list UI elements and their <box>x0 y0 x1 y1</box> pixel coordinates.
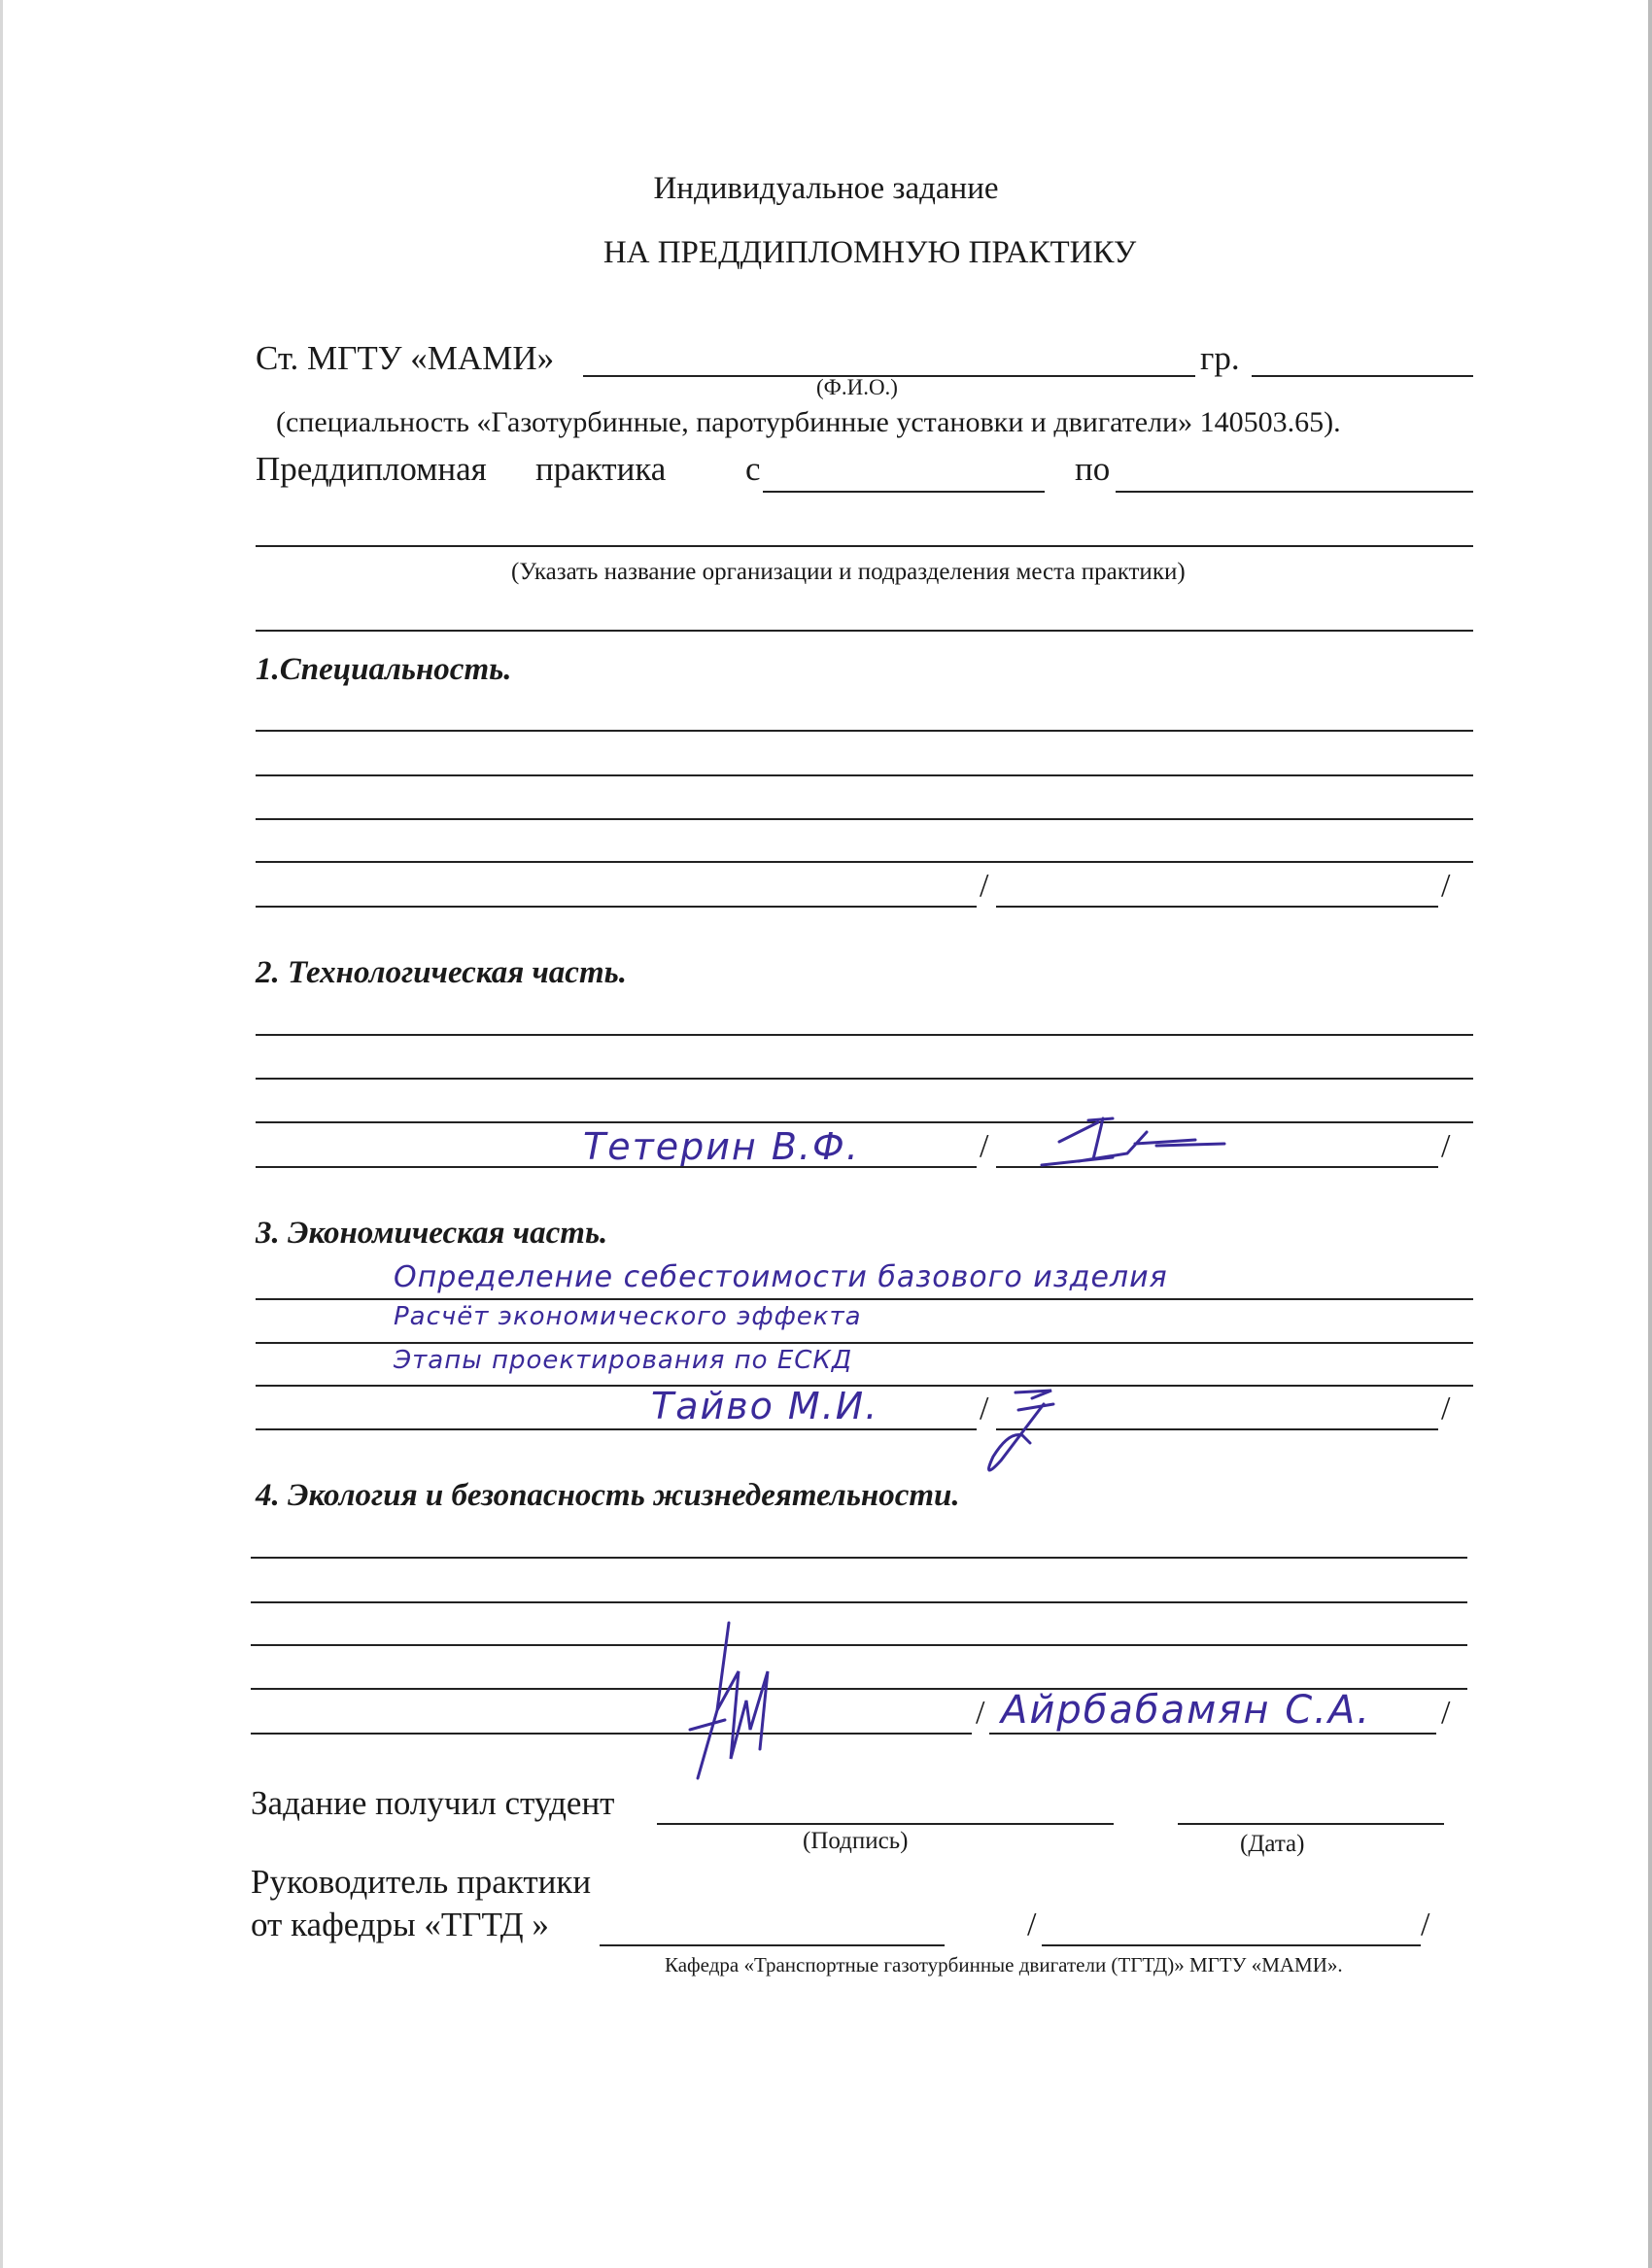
section-3-slash: / <box>980 1391 989 1426</box>
supervisor-slash: / <box>1027 1907 1037 1942</box>
section-1-name-field[interactable] <box>256 906 977 908</box>
section-4-signature <box>671 1613 807 1798</box>
section-4-slash: / <box>976 1695 985 1731</box>
section-3-title: 3. Экономическая часть. <box>256 1216 608 1251</box>
fio-hint: (Ф.И.О.) <box>816 375 898 399</box>
student-signature-field[interactable] <box>657 1823 1114 1825</box>
section-3-handwritten-name: Тайво М.И. <box>651 1385 879 1427</box>
section-1-line[interactable] <box>256 818 1473 820</box>
section-4-handwritten-name: Айрбабамян С.А. <box>1001 1688 1371 1733</box>
section-1-line[interactable] <box>256 861 1473 863</box>
section-3-line[interactable] <box>256 1342 1473 1344</box>
section-1-signature-field[interactable] <box>996 906 1438 908</box>
section-2-line[interactable] <box>256 1034 1473 1036</box>
section-2-line[interactable] <box>256 1078 1473 1080</box>
section-4-signature-field[interactable] <box>989 1733 1436 1735</box>
section-1-title: 1.Специальность. <box>256 652 512 687</box>
supervisor-label-2: от кафедры «ТГТД » <box>251 1906 549 1943</box>
section-4-title: 4. Экология и безопасность жизнедеятельности. <box>256 1478 960 1513</box>
section-3-signature <box>962 1375 1079 1482</box>
supervisor-signature-field[interactable] <box>600 1944 945 1946</box>
section-1-slash-end: / <box>1441 868 1451 904</box>
org-field-2[interactable] <box>256 630 1473 632</box>
supervisor-slash-end: / <box>1421 1907 1430 1942</box>
student-date-field[interactable] <box>1178 1823 1444 1825</box>
section-4-name-field[interactable] <box>251 1733 972 1735</box>
group-label: гр. <box>1200 339 1240 377</box>
section-4-line[interactable] <box>251 1644 1467 1646</box>
section-3-handwritten-line-2: Расчёт экономического эффекта <box>394 1302 862 1331</box>
speciality-text: (специальность «Газотурбинные, паротурбинные установки и двигатели» 140503.65). <box>276 406 1341 438</box>
section-4-line[interactable] <box>251 1601 1467 1603</box>
section-4-slash-end: / <box>1441 1695 1451 1731</box>
practice-from-label: с <box>745 450 761 488</box>
section-1-line[interactable] <box>256 730 1473 732</box>
group-field[interactable] <box>1252 375 1473 377</box>
practice-label-2: практика <box>535 450 667 488</box>
department-footer: Кафедра «Транспортные газотурбинные двигатели (ТГТД)» МГТУ «МАМИ». <box>665 1953 1343 1976</box>
section-1-line[interactable] <box>256 774 1473 776</box>
section-2-handwritten-name: Тетерин В.Ф. <box>583 1125 860 1168</box>
date-hint: (Дата) <box>1240 1831 1305 1857</box>
practice-to-label: по <box>1075 450 1111 488</box>
scan-edge-left <box>0 0 3 2268</box>
supervisor-label-1: Руководитель практики <box>251 1863 592 1901</box>
section-2-title: 2. Технологическая часть. <box>256 955 627 990</box>
student-received-label: Задание получил студент <box>251 1784 615 1822</box>
section-3-name-field[interactable] <box>256 1428 977 1430</box>
section-3-handwritten-line-1: Определение себестоимости базового изделия <box>394 1260 1168 1294</box>
section-2-slash: / <box>980 1128 989 1164</box>
section-2-slash-end: / <box>1441 1128 1451 1164</box>
practice-to-field[interactable] <box>1116 491 1473 493</box>
org-field[interactable] <box>256 545 1473 547</box>
practice-from-field[interactable] <box>763 491 1045 493</box>
practice-label: Преддипломная <box>256 450 487 488</box>
section-4-line[interactable] <box>251 1557 1467 1559</box>
section-2-line[interactable] <box>256 1121 1473 1123</box>
section-1-slash: / <box>980 868 989 904</box>
section-3-slash-end: / <box>1441 1391 1451 1426</box>
document-title: Индивидуальное задание <box>653 171 999 206</box>
student-label: Ст. МГТУ «МАМИ» <box>256 339 555 377</box>
document-subtitle: НА ПРЕДДИПЛОМНУЮ ПРАКТИКУ <box>602 235 1137 270</box>
section-2-name-field[interactable] <box>256 1166 977 1168</box>
section-3-handwritten-line-3: Этапы проектирования по ЕСКД <box>394 1346 853 1375</box>
supervisor-name-field[interactable] <box>1042 1944 1421 1946</box>
scan-edge-right <box>1648 0 1652 2268</box>
section-3-line[interactable] <box>256 1298 1473 1300</box>
signature-hint: (Подпись) <box>803 1828 909 1854</box>
section-2-signature <box>1020 1103 1254 1171</box>
org-hint: (Указать название организации и подразделения места практики) <box>511 559 1186 585</box>
